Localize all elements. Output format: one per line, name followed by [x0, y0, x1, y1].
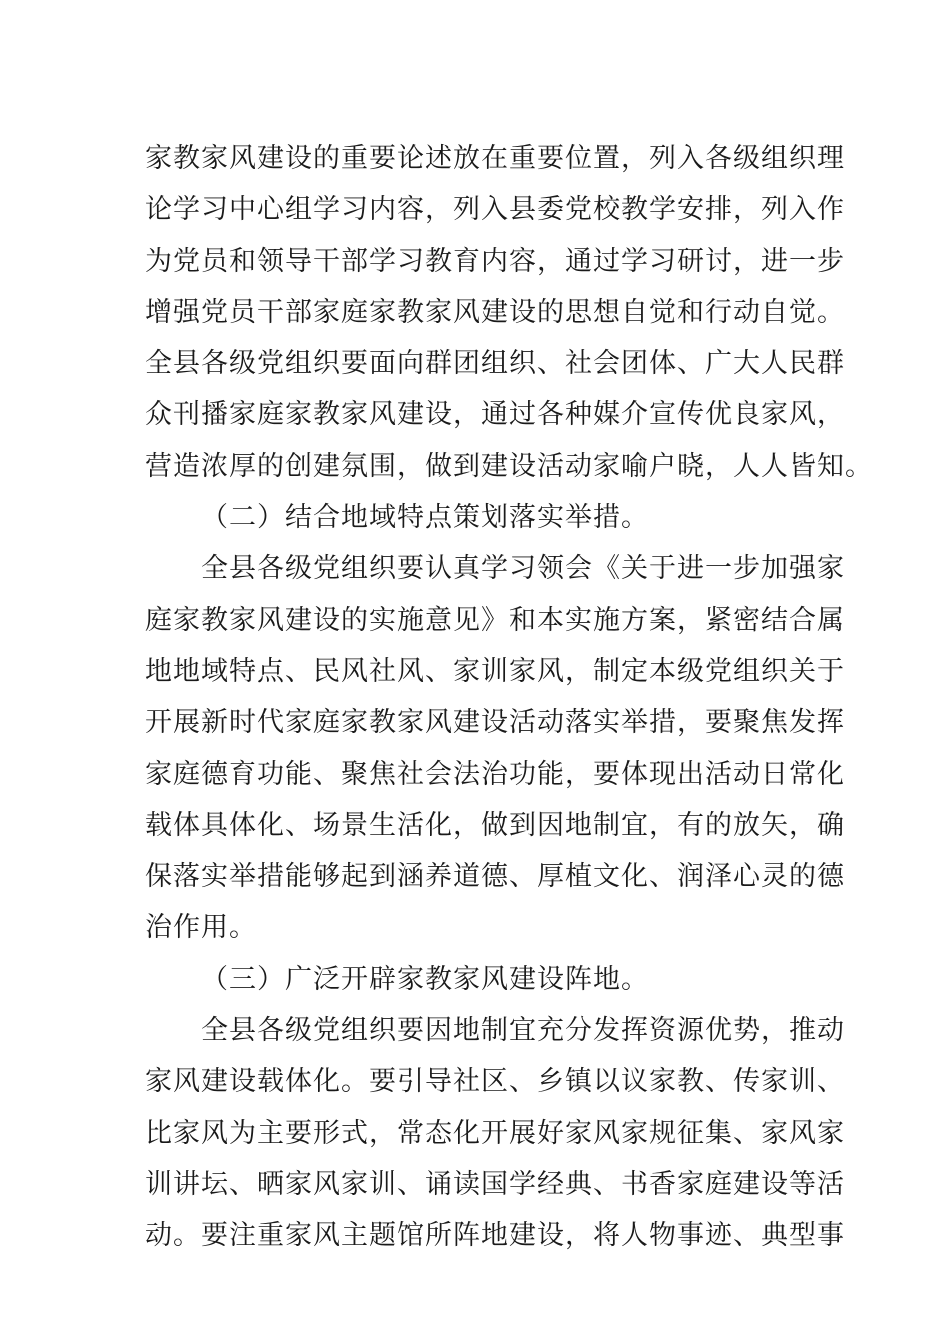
text-line: 动。要注重家风主题馆所阵地建设，将人物事迹、典型事 — [145, 1220, 845, 1252]
text-line: 开展新时代家庭家教家风建设活动落实举措，要聚焦发挥 — [145, 707, 845, 739]
text-line: 家风建设载体化。要引导社区、乡镇以议家教、传家训、 — [145, 1066, 845, 1098]
text-line: 地地域特点、民风社风、家训家风，制定本级党组织关于 — [145, 655, 845, 687]
text-line: 比家风为主要形式，常态化开展好家风家规征集、家风家 — [145, 1117, 845, 1149]
document-body — [145, 133, 873, 1262]
text-line: 论学习中心组学习内容，列入县委党校教学安排，列入作 — [145, 194, 845, 226]
text-line: 治作用。 — [145, 912, 257, 944]
text-line: 训讲坛、晒家风家训、诵读国学经典、书香家庭建设等活 — [145, 1168, 845, 1200]
text-line: 众刊播家庭家教家风建设，通过各种媒介宣传优良家风， — [145, 399, 845, 431]
section-heading: （三）广泛开辟家教家风建设阵地。 — [201, 963, 649, 995]
section-heading: （二）结合地域特点策划落实举措。 — [201, 502, 649, 534]
text-line: 增强党员干部家庭家教家风建设的思想自觉和行动自觉。 — [145, 296, 845, 328]
paragraph-first-line: 全县各级党组织要因地制宜充分发挥资源优势，推动 — [201, 1015, 845, 1047]
text-line: 家教家风建设的重要论述放在重要位置，列入各级组织理 — [145, 143, 845, 174]
text-line: 庭家教家风建设的实施意见》和本实施方案，紧密结合属 — [145, 604, 845, 636]
text-line: 为党员和领导干部学习教育内容，通过学习研讨，进一步 — [145, 245, 845, 277]
text-line: 全县各级党组织要面向群团组织、社会团体、广大人民群 — [145, 348, 845, 380]
paragraph-first-line: 全县各级党组织要认真学习领会《关于进一步加强家 — [201, 553, 845, 585]
text-line: 载体具体化、场景生活化，做到因地制宜，有的放矢，确 — [145, 809, 845, 841]
text-line: 保落实举措能够起到涵养道德、厚植文化、润泽心灵的德 — [145, 861, 845, 893]
text-line: 营造浓厚的创建氛围，做到建设活动家喻户晓，人人皆知。 — [145, 450, 873, 482]
text-line: 家庭德育功能、聚焦社会法治功能，要体现出活动日常化 — [145, 758, 845, 790]
